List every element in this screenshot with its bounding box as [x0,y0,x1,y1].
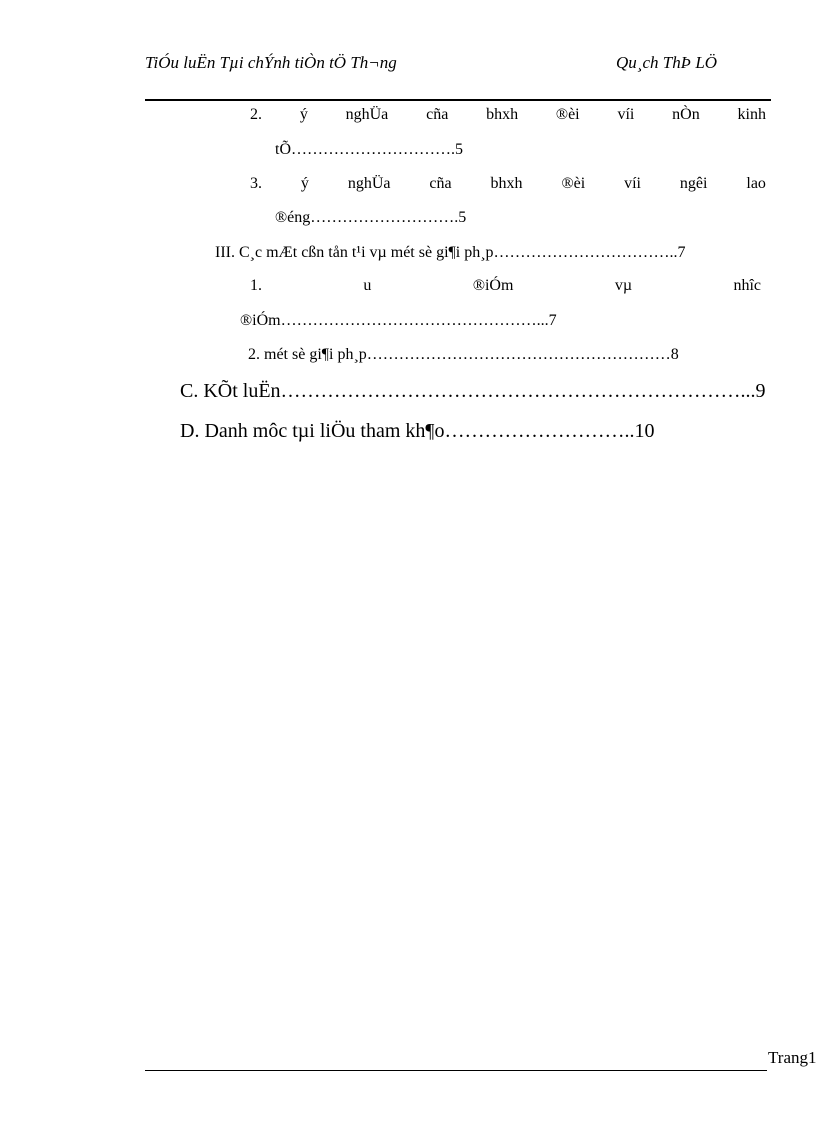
toc-section-C: C. KÕt luËn……………………………………………………………...9 [180,380,766,402]
toc-word: kinh [737,106,766,123]
toc-word: ®èi [555,106,580,123]
header-author: Qu¸ch ThÞ LÖ [616,53,718,72]
footer-page-number: Trang1 [768,1048,816,1067]
toc-word: nhîc [733,277,761,294]
toc-word: cña [429,175,452,192]
toc-item-3 [250,174,766,194]
toc-sub-2: 2. mét sè gi¶i ph¸p…………………………………………………8 [248,346,679,363]
toc-item-2-continuation: tÕ………………………….5 [275,141,463,158]
footer-divider [145,1070,767,1071]
toc-word: nghÜa [345,106,389,123]
toc-item-2 [250,105,766,125]
header-document-title: TiÓu luËn Tµi chÝnh tiÒn tÖ Th¬ng [145,53,397,72]
toc-sub-1 [250,276,761,296]
toc-word: nghÜa [347,175,391,192]
header-divider [145,99,771,101]
toc-word: víi [624,175,641,192]
toc-word: nÒn [672,106,700,123]
toc-section-III: III. C¸c mÆt cßn tån t¹i vµ mét sè gi¶i ph¸p……………………………..7 [215,244,686,261]
toc-word: ý [299,106,308,123]
toc-word: ngêi [679,175,708,192]
toc-word: 1. [250,277,262,294]
toc-word: víi [617,106,635,123]
toc-word: vµ [614,277,633,294]
toc-item-2-number: 2. [250,106,262,123]
toc-item-3-continuation: ®éng……………………….5 [275,209,467,226]
toc-word: ®èi [561,175,586,192]
toc-sub-1-continuation: ®iÓm…………………………………………...7 [240,312,557,329]
toc-word: bhxh [490,175,523,192]
toc-item-3-number: 3. [250,175,262,192]
toc-word: u [363,277,372,294]
toc-word: cña [426,106,449,123]
toc-word: lao [746,175,766,192]
toc-section-D: D. Danh môc tµi liÖu tham kh¶o………………………..10 [180,420,655,442]
toc-word: bhxh [486,106,519,123]
toc-word: ®iÓm [472,277,514,294]
toc-word: ý [300,175,309,192]
